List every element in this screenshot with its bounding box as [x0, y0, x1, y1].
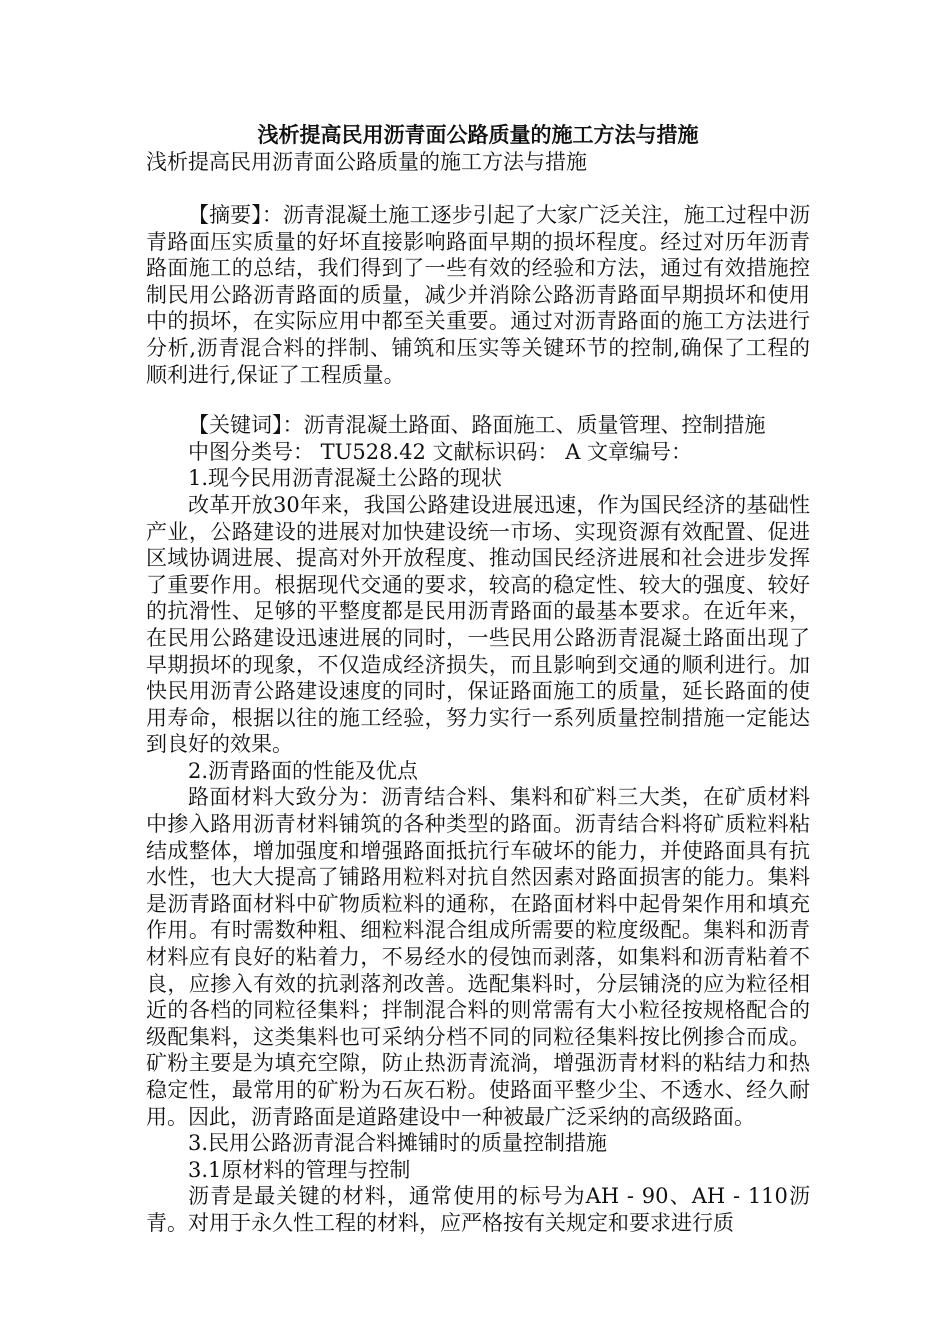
section-1-body: 改革开放30年来，我国公路建设进展迅速，作为国民经济的基础性产业，公路建设的进展对加快建设统一市场、实现资源有效配置、促进区域协调进展、提高对外开放程度、推动国民经济进展和社会进步发挥了重要作用。根据现代交通的要求，较高的稳定性、较大的强度、较好的抗滑性、足够的平整度都是民用沥青路面的最基本要求。在近年来，在民用公路建设迅速进展的同时，一些民用公路沥青混凝土路面出现了早期损坏的现象，不仅造成经济损失，而且影响到交通的顺利进行。加快民用沥青公路建设速度的同时，保证路面施工的质量，延长路面的使用寿命，根据以往的施工经验，努力实行一系列质量控制措施一定能达到良好的效果。: [146, 492, 810, 757]
section-1-heading: 1.现今民用沥青混凝土公路的现状: [188, 466, 503, 491]
section-3-1-body: 沥青是最关键的材料，通常使用的标号为AH - 90、AH - 110沥青。对用于永久性工程的材料，应严格按有关规定和要求进行质: [146, 1184, 810, 1235]
section-2-heading: 2.沥青路面的性能及优点: [188, 758, 419, 783]
document-subtitle: 浅析提高民用沥青面公路质量的施工方法与措施: [146, 150, 587, 174]
spacer: [146, 176, 810, 202]
keywords-paragraph: 【关键词】：沥青混凝土路面、路面施工、质量管理、控制措施: [188, 413, 766, 438]
classification-line: [146, 439, 810, 466]
spacer: [146, 388, 810, 412]
classification-text: 中图分类号： TU528.42 文献标识码： A 文章编号：: [188, 439, 693, 464]
abstract-paragraph: 【摘要】：沥青混凝土施工逐步引起了大家广泛关注，施工过程中沥青路面压实质量的好坏直接影响路面早期的损坏程度。经过对历年沥青路面施工的总结，我们得到了一些有效的经验和方法，通过有效措施控制民用公路沥青路面的质量，减少并消除公路沥青路面早期损坏和使用中的损坏，在实际应用中都至关重要。通过对沥青路面的施工方法进行分析,沥青混合料的拌制、铺筑和压实等关键环节的控制,确保了工程的顺利进行,保证了工程质量。: [146, 203, 810, 387]
document-page: [146, 122, 810, 1237]
section-3-heading: 3.民用公路沥青混合料摊铺时的质量控制措施: [188, 1131, 608, 1156]
document-title: 浅析提高民用沥青面公路质量的施工方法与措施: [257, 122, 699, 147]
section-2-body: 路面材料大致分为：沥青结合料、集料和矿料三大类，在矿质材料中掺入路用沥青材料铺筑的各种类型的路面。沥青结合料将矿质粒料粘结成整体，增加强度和增强路面抵抗行车破坏的能力，并使路面具有抗水性，也大大提高了铺路用粒料对抗自然因素对路面损害的能力。集料是沥青路面材料中矿物质粒料的通称，在路面材料中起骨架作用和填充作用。有时需数种粗、细粒料混合组成所需要的粒度级配。集料和沥青材料应有良好的粘着力，不易经水的侵蚀而剥落，如集料和沥青粘着不良，应掺入有效的抗剥落剂改善。选配集料时，分层铺浇的应为粒径相近的各档的同粒径集料；拌制混合料的则常需有大小粒径按规格配合的级配集料，这类集料也可采纳分档不同的同粒径集料按比例掺合而成。矿粉主要是为填充空隙，防止热沥青流淌，增强沥青材料的粘结力和热稳定性，最常用的矿粉为石灰石粉。使路面平整少尘、不透水、经久耐用。因此，沥青路面是道路建设中一种被最广泛采纳的高级路面。: [146, 785, 810, 1129]
section-3-1-heading: 3.1原材料的管理与控制: [188, 1157, 411, 1182]
